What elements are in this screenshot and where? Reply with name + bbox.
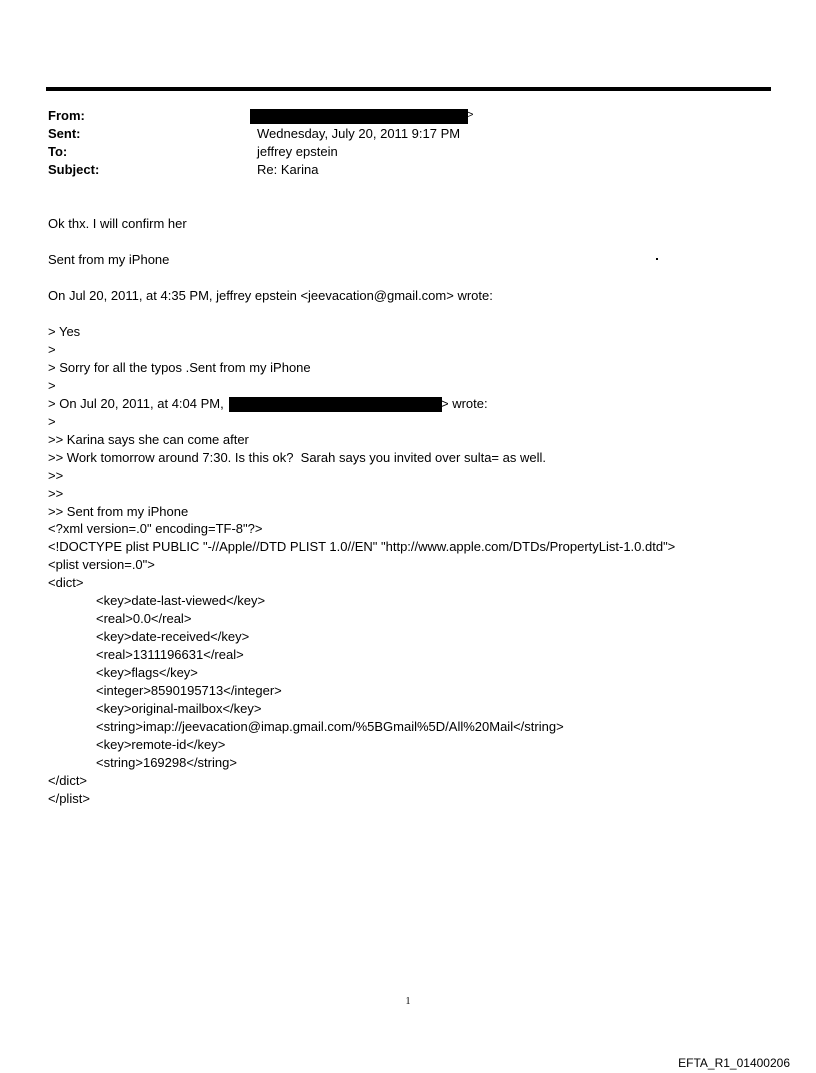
quoted-line: >> Karina says she can come after [48, 432, 249, 447]
quoted-line: >> [48, 486, 64, 501]
quoted-line: >> Sent from my iPhone [48, 504, 189, 519]
body-line: Sent from my iPhone [48, 252, 170, 267]
from-value-suffix: > [467, 109, 474, 121]
xml-line: <key>original-mailbox</key> [96, 701, 262, 716]
sent-label: Sent: [48, 126, 81, 141]
subject-row [48, 161, 99, 179]
quoted-line-suffix: > wrote: [441, 396, 488, 411]
stray-mark [656, 258, 658, 260]
quoted-line: >> [48, 468, 64, 483]
quoted-line: > [48, 414, 56, 429]
xml-line: <real>0.0</real> [96, 611, 192, 626]
page-number: 1 [405, 996, 411, 1007]
sent-row [48, 125, 81, 143]
to-row [48, 143, 67, 161]
xml-line: <?xml version=.0" encoding=TF-8"?> [48, 521, 263, 536]
xml-line: </dict> [48, 773, 88, 788]
quoted-line: >> Work tomorrow around 7:30. Is this ok? Sarah says you invited over sulta= as well. [48, 450, 546, 465]
quoted-line: > [48, 378, 56, 393]
xml-line: <!DOCTYPE plist PUBLIC "-//Apple//DTD PLIST 1.0//EN" "http://www.apple.com/DTDs/PropertyList-1.0.dtd"> [48, 539, 676, 554]
xml-line: <string>169298</string> [96, 755, 237, 770]
header-rule [46, 87, 771, 91]
to-label: To: [48, 144, 68, 159]
quoted-line: > Sorry for all the typos .Sent from my iPhone [48, 360, 311, 375]
sent-value: Wednesday, July 20, 2011 9:17 PM [257, 126, 461, 141]
subject-label: Subject: [48, 162, 100, 177]
redacted-sender-address [229, 397, 442, 412]
body-line: On Jul 20, 2011, at 4:35 PM, jeffrey epstein <jeevacation@gmail.com> wrote: [48, 288, 493, 303]
redacted-from-address [250, 109, 468, 124]
xml-line: <string>imap://jeevacation@imap.gmail.com/%5BGmail%5D/All%20Mail</string> [96, 719, 564, 734]
quoted-line: > [48, 342, 56, 357]
xml-line: <plist version=.0"> [48, 557, 155, 572]
xml-line: <key>remote-id</key> [96, 737, 226, 752]
xml-line: <key>date-last-viewed</key> [96, 593, 266, 608]
to-value: jeffrey epstein [257, 144, 338, 159]
xml-line: <dict> [48, 575, 84, 590]
from-label: From: [48, 108, 85, 123]
xml-line: <key>flags</key> [96, 665, 198, 680]
xml-line: </plist> [48, 791, 90, 806]
quoted-line: > Yes [48, 324, 81, 339]
xml-line: <key>date-received</key> [96, 629, 250, 644]
body-line: Ok thx. I will confirm her [48, 216, 187, 231]
bates-number: EFTA_R1_01400206 [678, 1056, 790, 1070]
from-row [48, 107, 85, 125]
xml-line: <real>1311196631</real> [96, 647, 244, 662]
quoted-line: > On Jul 20, 2011, at 4:04 PM, [48, 396, 224, 411]
xml-line: <integer>8590195713</integer> [96, 683, 282, 698]
subject-value: Re: Karina [257, 162, 319, 177]
